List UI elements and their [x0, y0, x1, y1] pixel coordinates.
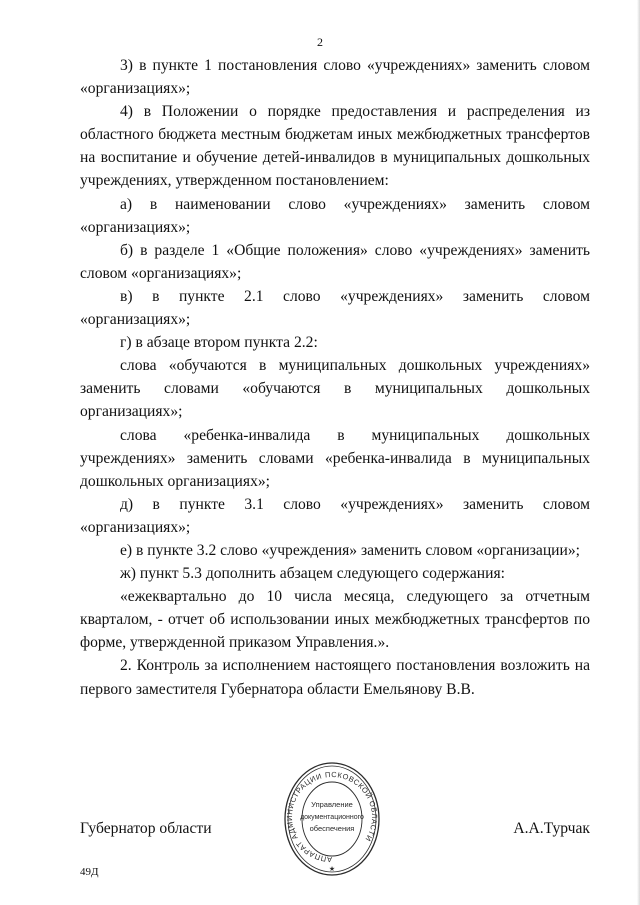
stamp-center-line: документационного — [300, 814, 364, 821]
page-number: 2 — [317, 35, 323, 49]
paragraph: д) в пункте 3.1 слово «учреждениях» заменить словом «организациях»; — [80, 495, 590, 536]
paragraph: г) в абзаце втором пункта 2.2: — [120, 334, 318, 352]
paragraph: а) в наименовании слово «учреждениях» заменить словом «организациях»; — [80, 195, 590, 236]
document-code: 49Д — [80, 866, 99, 878]
stamp-ring-text: АППАРАТ АДМИНИСТРАЦИИ ПСКОВСКОЙ ОБЛАСТИ — [284, 769, 380, 865]
paragraph: 4) в Положении о порядке предоставления и распределения из областного бюджета местным бюджетам иных межбюджетных трансфертов на воспитание и обучение детей-инвалидов в муниципальных дошкольных учреждениях, утвержденном постановлением: — [80, 103, 590, 190]
paragraph: 2. Контроль за исполнением настоящего постановления возложить на первого заместителя Губернатора области Емельянову В.В. — [80, 657, 590, 698]
paragraph: слова «обучаются в муниципальных дошкольных учреждениях» заменить словами «обучаются в муниципальных дошкольных организациях»; — [80, 357, 590, 421]
paragraph: слова «ребенка-инвалида в муниципальных дошкольных учреждениях» заменить словами «ребенка-инвалида в муниципальных дошкольных организациях»; — [80, 426, 590, 490]
paragraph: «ежеквартально до 10 числа месяца, следующего за отчетным кварталом, - отчет об использовании иных межбюджетных трансфертов по форме, утвержденной приказом Управления.». — [80, 588, 590, 652]
paragraph: 3) в пункте 1 постановления слово «учреждениях» заменить словом «организациях»; — [80, 57, 590, 98]
signatory-name: А.А.Турчак — [513, 820, 590, 837]
official-stamp — [283, 761, 381, 881]
signatory-title: Губернатор области — [80, 820, 212, 837]
document-body — [80, 54, 590, 701]
paragraph: е) в пункте 3.2 слово «учреждения» заменить словом «организации»; — [120, 541, 581, 559]
paragraph: б) в разделе 1 «Общие положения» слово «учреждениях» заменить словом «организациях»; — [80, 241, 590, 282]
paragraph: ж) пункт 5.3 дополнить абзацем следующего содержания: — [120, 565, 506, 583]
stamp-star-icon: ★ — [328, 865, 336, 873]
stamp-center-line: обеспечения — [309, 824, 355, 833]
paragraph: в) в пункте 2.1 слово «учреждениях» заменить словом «организациях»; — [80, 287, 590, 329]
stamp-center-line: Управление — [311, 800, 353, 809]
